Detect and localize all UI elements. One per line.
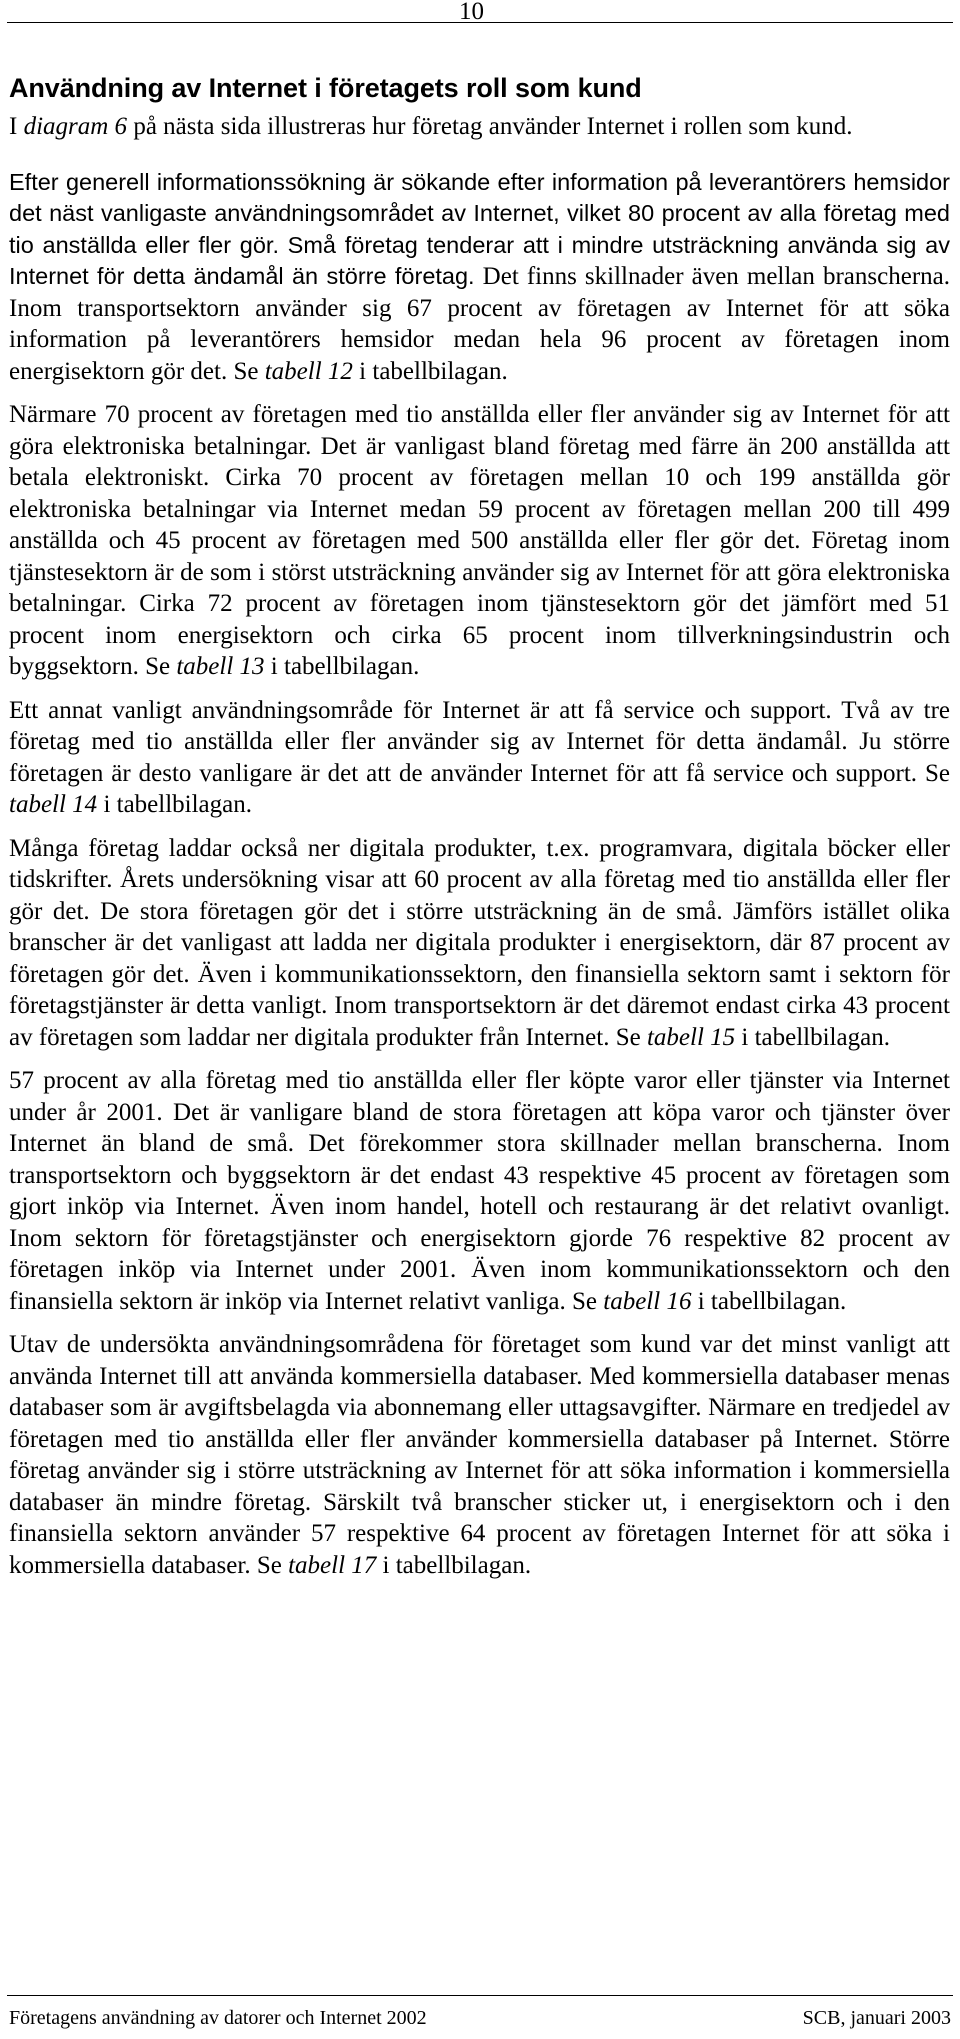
paragraph-4-text-end: i tabellbilagan. <box>735 1023 890 1051</box>
paragraph-intro <box>9 111 950 143</box>
paragraph-5-text-end: i tabellbilagan. <box>691 1287 847 1315</box>
paragraph-2-text-end: i tabellbilagan. <box>264 653 420 680</box>
paragraph-5 <box>9 1065 950 1317</box>
paragraph-2-text: Närmare 70 procent av företagen med tio anställda eller fler använder sig av Internet för att göra elektroniska betalningar. Det är vanligast bland företag med färre än 200 anställda att betala elektroniskt. Cirka 70 procent av företagen mellan 10 och 199 anställda gör elektroniska betalningar via Internet medan 59 procent av företagen mellan 200 till 499 anställda och 45 procent av företagen med 500 anställda eller fler gör det. Företag inom tjänstesektorn är de som i störst utsträckning använder sig av Internet för att göra elektroniska betalningar. Cirka 72 procent av företagen inom tjänstesektorn gör det jämfört med 51 procent inom energisektorn och cirka 65 procent inom tillverkningsindustrin och byggsektorn. Se <box>9 401 950 680</box>
paragraph-3-text: Ett annat vanligt användningsområde för Internet är att få service och support. Två av tre företag med tio anställda eller fler använder sig av Internet för detta ändamål. Ju större företagen är desto vanligare är det att de använder Internet för att få service och support. Se <box>9 696 950 787</box>
diagram-reference: diagram 6 <box>23 113 128 140</box>
table-reference-13: tabell 13 <box>176 653 265 680</box>
section-heading: Användning av Internet i företagets roll som kund <box>9 73 642 103</box>
header-rule <box>7 22 953 23</box>
paragraph-6-text: Utav de undersökta användningsområdena för företaget som kund var det minst vanligt att använda Internet till att använda kommersiella databaser. Med kommersiella databaser menas databaser som är avgiftsbelagda via abonnemang eller uttagsavgifter. Närmare en tredjedel av företagen med tio anställda eller fler använder kommersiella databaser på Internet. Större företag använder sig i större utsträckning av Internet för att söka information i kommersiella databaser än mindre företag. Särskilt två branscher sticker ut, i energisektorn och i den finansiella sektorn använder 57 respektive 64 procent av företagen Internet för att söka i kommersiella databaser. Se <box>9 1331 950 1579</box>
table-reference-16: tabell 16 <box>603 1287 692 1315</box>
page-number: 10 <box>459 0 484 25</box>
intro-text-end: på nästa sida illustreras hur företag använder Internet i rollen som kund. <box>127 113 853 140</box>
paragraph-2 <box>9 399 950 683</box>
intro-text: I <box>9 113 24 140</box>
footer-publisher-date: SCB, januari 2003 <box>802 2007 951 2029</box>
table-reference-15: tabell 15 <box>646 1023 736 1051</box>
paragraph-3 <box>9 695 950 821</box>
footer-publication-title: Företagens användning av datorer och Internet 2002 <box>9 2007 427 2029</box>
page-body <box>9 72 950 1593</box>
paragraph-1-text-end: i tabellbilagan. <box>352 357 508 385</box>
paragraph-3-text-end: i tabellbilagan. <box>97 791 252 818</box>
paragraph-6-text-end: i tabellbilagan. <box>376 1551 532 1579</box>
paragraph-1-text: Det finns skillnader även mellan branscherna. Inom transportsektorn använder sig 67 procent av företagen av Internet för att söka information på leverantörers hemsidor medan hela 96 procent av företagen inom energisektorn gör det. Se <box>9 263 950 385</box>
table-reference-12: tabell 12 <box>264 357 353 385</box>
paragraph-6 <box>9 1329 950 1581</box>
paragraph-4-text: Många företag laddar också ner digitala produkter, t.ex. programvara, digitala böcker eller tidskrifter. Årets undersökning visar att 60 procent av alla företag med tio anställda eller fler gör det. De stora företagen gör det i större utsträckning än de små. Jämförs istället olika branscher är det vanligast att ladda ner digitala produkter i energisektorn, där 87 procent av företagen gör det. Även i kommunikationssektorn, den finansiella sektorn samt i sektorn för företagstjänster är detta vanligt. Inom transportsektorn är det däremot endast cirka 43 procent av företagen som laddar ner digitala produkter från Internet. Se <box>9 834 950 1051</box>
table-reference-17: tabell 17 <box>288 1551 377 1579</box>
paragraph-1-sans-text: Efter generell informationssökning är sökande efter information på leverantörers hemsidor det näst vanligaste användningsområdet av Internet, vilket 80 procent av alla företag med tio anställda eller fler gör. Små företag tenderar att i mindre utsträckning använda sig av Internet för detta ändamål än större företag. <box>9 168 950 289</box>
paragraph-5-text: 57 procent av alla företag med tio anställda eller fler köpte varor eller tjänster via Internet under år 2001. Det är vanligare bland de stora företagen att köpa varor och tjänster över Internet än bland de små. Det förekommer stora skillnader mellan branscherna. Inom transportsektorn och byggsektorn är det endast 43 respektive 45 procent av företagen som gjort inköp via Internet. Även inom handel, hotell och restaurang är det relativt ovanligt. Inom sektorn för företagstjänster och energisektorn gjorde 76 respektive 82 procent av företagen inköp via Internet under 2001. Även inom kommunikationssektorn och den finansiella sektorn är inköp via Internet relativt vanliga. Se <box>9 1067 950 1315</box>
paragraph-1 <box>9 167 950 388</box>
footer-rule <box>7 1995 953 1996</box>
table-reference-14: tabell 14 <box>9 791 98 818</box>
paragraph-4 <box>9 833 950 1054</box>
